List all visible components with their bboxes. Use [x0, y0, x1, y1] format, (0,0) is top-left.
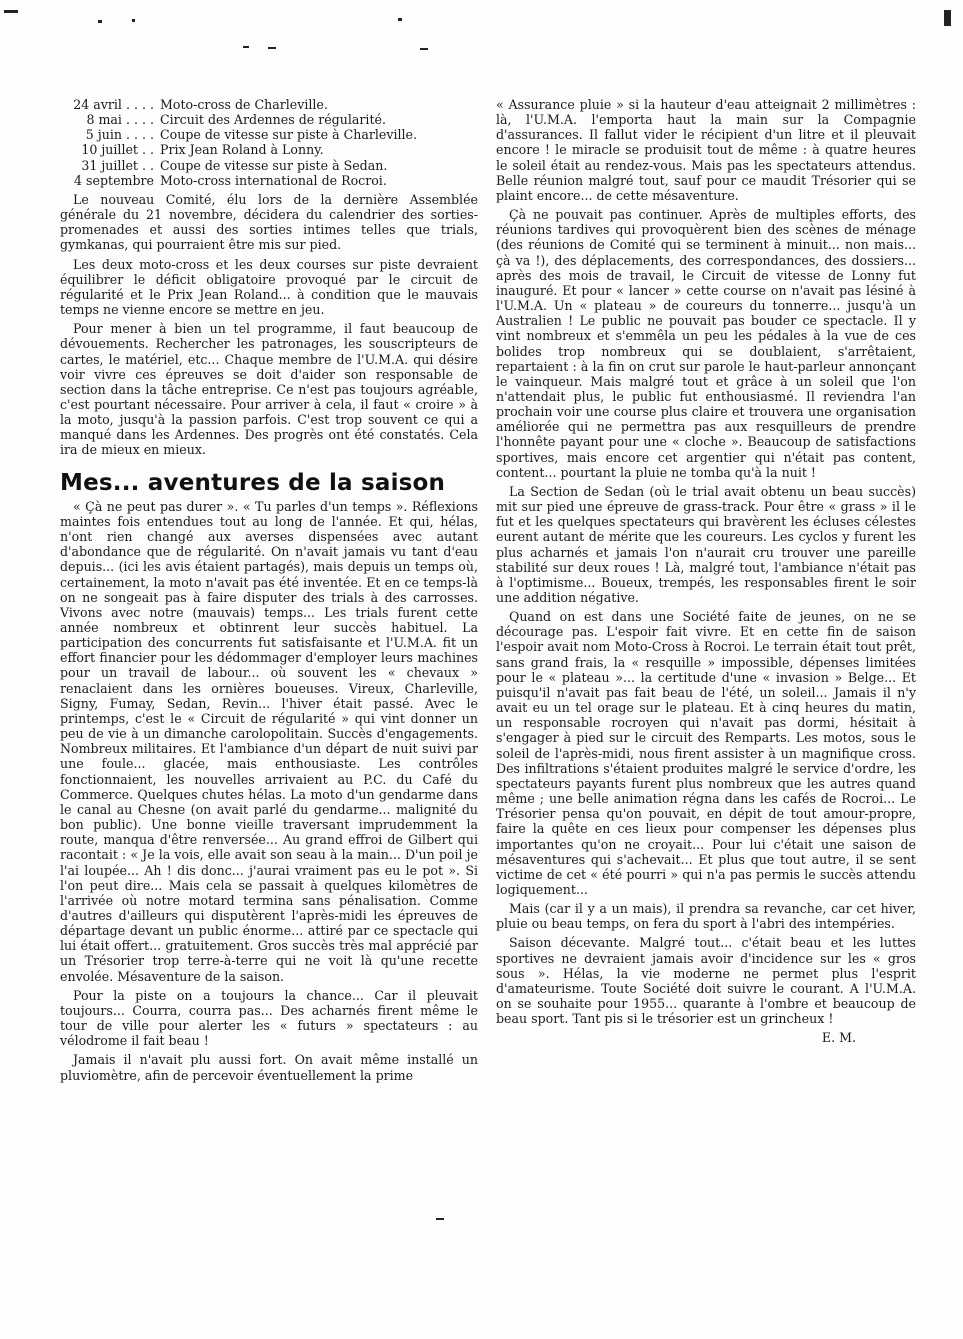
schedule-row	[60, 127, 478, 142]
schedule-event: Moto-cross de Charleville.	[160, 97, 328, 112]
schedule-date: 24 avril . . . .	[73, 97, 154, 112]
scan-speck	[420, 48, 428, 50]
paragraph: Le nouveau Comité, élu lors de la dernière Assemblée générale du 21 novembre, décidera du calendrier des sorties-promenades et aussi des sorties intimes telles que trials, gymkanas, qui pourraient être mis sur pied.	[60, 191, 478, 253]
schedule-date: 31 juillet . .	[81, 157, 154, 173]
right-column	[496, 97, 916, 1046]
schedule-date: 5 juin . . . .	[85, 127, 154, 143]
schedule-event: Moto-cross international de Rocroi.	[160, 172, 387, 188]
paragraph: « Assurance pluie » si la hauteur d'eau atteignait 2 millimètres : là, l'U.M.A. l'emporta haut la main sur la Compagnie d'assurances. Il fallut vider le récipient d'un litre et il pleuvait encore ! le miracle se produisit tout de même : à quatre heures le soleil était au rendez-vous. Mais pas les spectateurs attendus. Belle réunion malgré tout, sauf pour ce maudit Trésorier qui se plaint encore... de cette mésaventure.	[496, 97, 916, 203]
scan-speck	[132, 19, 135, 22]
scan-speck	[4, 10, 18, 13]
scan-speck	[436, 1218, 444, 1220]
scan-speck	[944, 10, 951, 26]
paragraph: Pour mener à bien un tel programme, il faut beaucoup de dévouements. Rechercher les patronages, les souscripteurs de cartes, le matériel, etc... Chaque membre de l'U.M.A. qui désire voir vivre ces épreuves se doit d'aider son responsable de section dans la tâche entreprise. Ce n'est pas toujours agréable, c'est pourtant nécessaire. Pour arriver à cela, il faut « croire » à la moto, jusqu'à la passion parfois. C'est trop souvent ce qui a manqué dans les Ardennes. Des progrès ont été constatés. Cela ira de mieux en mieux.	[60, 321, 478, 458]
schedule-event: Coupe de vitesse sur piste à Sedan.	[160, 157, 388, 173]
schedule-date: 4 septembre	[74, 172, 154, 188]
schedule-row	[60, 173, 478, 188]
schedule-row	[60, 158, 478, 173]
paragraph: Mais (car il y a un mais), il prendra sa revanche, car cet hiver, pluie ou beau temps, on fera du sport à l'abri des intempéries.	[496, 901, 916, 932]
schedule-date: 10 juillet . .	[81, 142, 154, 158]
paragraph: Çà ne pouvait pas continuer. Après de multiples efforts, des réunions tardives qui provoquèrent bien des scènes de ménage (des réunions de Comité qui se terminent à minuit... non mais... çà va !), des déplacements, des correspondances, des dossiers... après des mois de travail, le Circuit de vitesse de Lonny fut inauguré. Et pour « lancer » cette course on n'avait pas lésiné à l'U.M.A. Un « plateau » de coureurs du tonnerre... jusqu'à un Australien ! Le public ne pouvait pas bouder ce spectacle. Il y vint nombreux et s'emmêla un peu les pédales à la vue de ces bolides trop nombreux qui se doublaient, s'arrêtaient, repartaient : à la fin on crut sur parole le haut-parleur annonçant le vainqueur. Mais malgré tout et grâce à un soleil que l'on n'attendait plus, le public fut enthousiasmé. Il reviendra l'an prochain voir une course plus claire et trouvera une organisation améliorée qui ne permettra pas aux resquilleurs de prendre l'honnête payant pour une « cloche ». Beaucoup de satisfactions sportives, mais encore cet argentier qui n'était pas content, content... pourtant la pluie ne tomba qu'à la nuit !	[496, 207, 916, 480]
schedule-event: Circuit des Ardennes de régularité.	[160, 112, 386, 128]
scan-speck	[268, 47, 276, 49]
article-heading: Mes... aventures de la saison	[60, 469, 446, 496]
paragraph: « Çà ne peut pas durer ». « Tu parles d'un temps ». Réflexions maintes fois entendues tout au long de l'année. Et qui, hélas, n'ont rien changé aux averses dispensées avec autant d'abondance que de régularité. On n'avait jamais vu tant d'eau depuis... (ici les avis étaient partagés), mais depuis un temps où, certainement, la moto n'avait pas été inventée. Et en ce temps-là on ne songeait pas à faire disputer des trials à des carrosses. Vivons avec notre (mauvais) temps... Les trials furent cette année nombreux et obtinrent leur succès habituel. La participation des concurrents fut satisfaisante et l'U.M.A. fit un effort financier pour les dédommager d'employer leurs machines pour un travail de labour... où souvent les « chevaux » renaclaient dans les ornières boueuses. Vireux, Charleville, Signy, Fumay, Sedan, Revin... l'hiver était passé. Avec le printemps, c'est le « Circuit de régularité » qui vint donner un peu de vie à un dimanche carolopolitain. Succès d'engagements. Nombreux militaires. Et l'ambiance d'un départ de nuit suivi par une foule... glacée, mais enthousiaste. Les contrôles fonctionnaient, les nouvelles arrivaient au P.C. du Café du Commerce. Quelques chutes hélas. La moto d'un gendarme dans le canal au Chesne (on avait parlé du gendarme... malignité du bon public). Une bonne vieille traversant imprudemment la route, manqua d'être renversée... Au grand effroi de Gilbert qui racontait : « Je la vois, elle avait son seau à la main... D'un poil je l'ai loupée... Ah ! dis donc... j'aurai vraiment pas eu le pot ». Si l'on peut dire... Mais cela se passait à quelques kilomètres de l'arrivée où notre motard termina sans pénalisation. Comme d'autres d'ailleurs qui disputèrent l'après-midi les épreuves de départage devant un public énorme... attiré par ce spectacle qui lui était offert... gratuitement. Gros succès très mal apprécié par un Trésorier trop terre-à-terre qui ne voit là qu'une recette envolée. Mésaventure de la saison.	[60, 498, 478, 984]
paragraph: Jamais il n'avait plu aussi fort. On avait même installé un pluviomètre, afin de percevoir éventuellement la prime	[60, 1052, 478, 1083]
schedule-row	[60, 112, 478, 127]
scan-speck	[243, 46, 249, 48]
scan-speck	[98, 20, 102, 23]
scan-speck	[398, 18, 402, 21]
schedule-event: Prix Jean Roland à Lonny.	[160, 142, 324, 158]
schedule-row	[60, 97, 478, 112]
schedule-date: 8 mai . . . .	[86, 112, 154, 128]
left-column	[60, 97, 478, 1087]
paragraph: Saison décevante. Malgré tout... c'était beau et les luttes sportives ne devraient jamais avoir d'incidence sur les « gros sous ». Hélas, la vie moderne ne permet plus l'esprit d'amateurisme. Toute Société doit suivre le courant. A l'U.M.A. on se souhaite pour 1955... quarante à l'ombre et beaucoup de beau sport. Tant pis si le trésorier est un grincheux !	[496, 935, 916, 1027]
schedule-event: Coupe de vitesse sur piste à Charleville.	[160, 127, 417, 143]
paragraph: Pour la piste on a toujours la chance... Car il pleuvait toujours... Courra, courra pas... Des acharnés firent même le tour de ville pour alerter les « futurs » spectateurs : au vélodrome il fait beau !	[60, 987, 478, 1049]
paragraph: Quand on est dans une Société faite de jeunes, on ne se décourage pas. L'espoir fait vivre. Et en cette fin de saison l'espoir avait nom Moto-Cross à Rocroi. Le terrain était tout prêt, sans grand frais, la « resquille » impossible, dépenses limitées pour le « plateau »... la certitude d'une « invasion » Belge... Et puisqu'il n'avait pas fait beau de l'été, un soleil... Jamais il n'y avait eu un tel orage sur le plateau. Et à cinq heures du matin, un responsable rocroyen qui n'avait pas dormi, hésitait à s'engager à pied sur le circuit des Remparts. Les motos, sous le soleil de l'après-midi, nous firent assister à un magnifique cross. Des infiltrations s'étaient produites malgré le service d'ordre, les spectateurs payants furent plus nombreux que les autres quand même ; une belle animation régna dans les cafés de Rocroi... Le Trésorier pensa qu'on pouvait, en dépit de tout amour-propre, faire la quête en ces lieux pour compenser les dépenses plus importantes qu'on ne croyait... Pour lui c'était une saison de mésaventures qui s'achevait... Et plus que tout autre, il se sent victime de cet « été pourri » qui n'a pas permis le succès attendu logiquement...	[496, 609, 916, 897]
paragraph: Les deux moto-cross et les deux courses sur piste devraient équilibrer le déficit obligatoire provoqué par le circuit de régularité et le Prix Jean Roland... à condition que le mauvais temps ne vienne encore se mettre en jeu.	[60, 256, 478, 318]
schedule-list	[60, 97, 478, 188]
signature: E. M.	[821, 1030, 856, 1046]
schedule-row	[60, 142, 478, 157]
paragraph: La Section de Sedan (où le trial avait obtenu un beau succès) mit sur pied une épreuve de grass-track. Pour être « grass » il le fut et les quelques spectateurs qui bravèrent les écluses célestes eurent autant de mérite que les coureurs. Les cyclos y furent les plus acharnés et jamais l'on n'aurait cru trouver une pareille stabilité sur deux roues ! Là, malgré tout, l'ambiance n'était pas à l'optimisme... Boueux, trempés, les responsables firent le soir une addition négative.	[496, 483, 916, 605]
